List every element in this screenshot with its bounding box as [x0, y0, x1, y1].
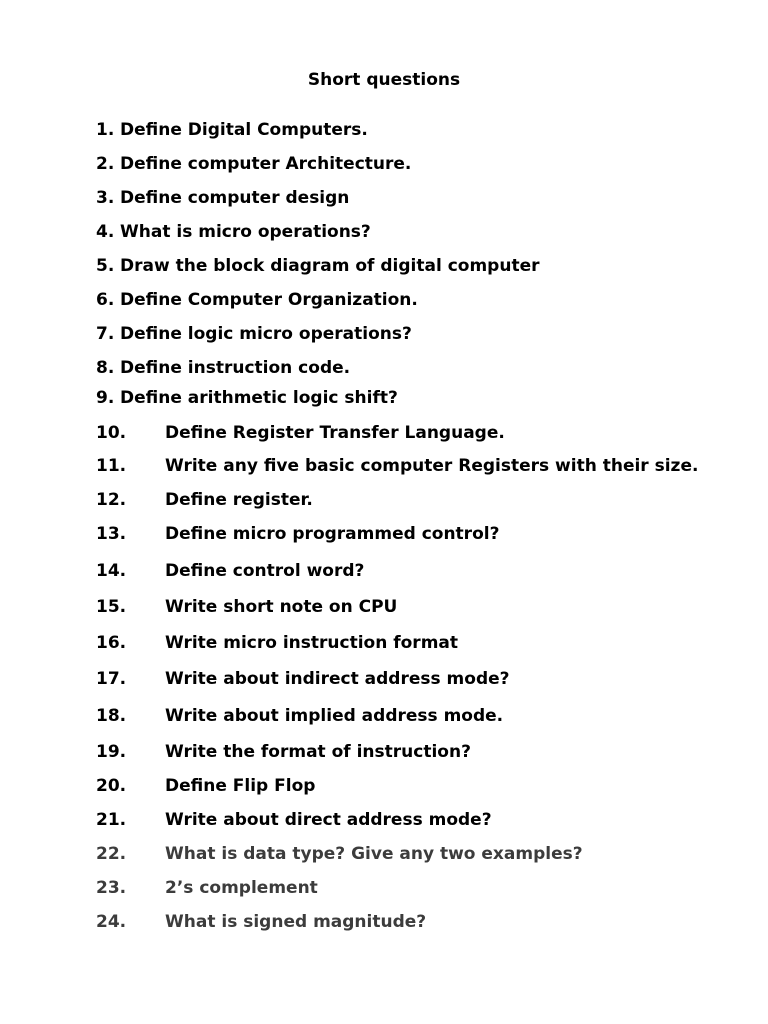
question-number: 4. [96, 222, 115, 242]
question-text: Write about direct address mode? [165, 810, 492, 830]
list-item [0, 631, 768, 655]
question-text: Define Register Transfer Language. [165, 423, 505, 443]
list-item [0, 704, 768, 728]
question-text: Write short note on CPU [165, 597, 398, 617]
question-text: Define Computer Organization. [120, 290, 418, 310]
question-text: Define micro programmed control? [165, 524, 500, 544]
list-item [0, 876, 768, 900]
question-text: Write the format of instruction? [165, 742, 471, 762]
list-item [0, 667, 768, 691]
question-number: 7. [96, 324, 115, 344]
question-number: 1. [96, 120, 115, 140]
question-number: 11. [96, 456, 127, 476]
question-text: 2’s complement [165, 878, 318, 898]
list-item [0, 522, 768, 546]
question-text: Write any five basic computer Registers with their size. [165, 456, 699, 476]
question-number: 5. [96, 256, 115, 276]
question-number: 2. [96, 154, 115, 174]
question-number: 14. [96, 561, 127, 581]
question-number: 19. [96, 742, 127, 762]
question-text: Define control word? [165, 561, 365, 581]
list-item [0, 288, 768, 312]
question-text: Define register. [165, 490, 313, 510]
question-text: Define computer design [120, 188, 350, 208]
question-number: 3. [96, 188, 115, 208]
question-number: 18. [96, 706, 127, 726]
question-number: 24. [96, 912, 127, 932]
question-text: What is data type? Give any two examples? [165, 844, 583, 864]
list-item [0, 842, 768, 866]
question-text: What is micro operations? [120, 222, 371, 242]
question-number: 6. [96, 290, 115, 310]
question-text: Define Digital Computers. [120, 120, 368, 140]
page-title: Short questions [307, 70, 461, 90]
question-number: 22. [96, 844, 127, 864]
question-text: What is signed magnitude? [165, 912, 427, 932]
question-text: Define arithmetic logic shift? [120, 388, 398, 408]
question-number: 9. [96, 388, 115, 408]
question-number: 15. [96, 597, 127, 617]
list-item [0, 356, 768, 380]
list-item [0, 488, 768, 512]
list-item [0, 740, 768, 764]
question-text: Define computer Architecture. [120, 154, 412, 174]
list-item [0, 454, 768, 478]
question-text: Define instruction code. [120, 358, 351, 378]
question-number: 13. [96, 524, 127, 544]
list-item [0, 118, 768, 142]
list-item [0, 386, 768, 410]
question-number: 23. [96, 878, 127, 898]
question-number: 17. [96, 669, 127, 689]
list-item [0, 254, 768, 278]
list-item [0, 808, 768, 832]
question-text: Write about implied address mode. [165, 706, 504, 726]
list-item [0, 220, 768, 244]
question-number: 12. [96, 490, 127, 510]
question-number: 21. [96, 810, 127, 830]
question-text: Draw the block diagram of digital computer [120, 256, 540, 276]
list-item [0, 774, 768, 798]
question-text: Write micro instruction format [165, 633, 459, 653]
question-number: 8. [96, 358, 115, 378]
list-item [0, 559, 768, 583]
question-number: 10. [96, 423, 127, 443]
question-text: Write about indirect address mode? [165, 669, 510, 689]
list-item [0, 910, 768, 934]
question-number: 20. [96, 776, 127, 796]
list-item [0, 186, 768, 210]
list-item [0, 421, 768, 445]
question-number: 16. [96, 633, 127, 653]
list-item [0, 152, 768, 176]
list-item [0, 595, 768, 619]
list-item [0, 322, 768, 346]
question-text: Define Flip Flop [165, 776, 316, 796]
question-text: Define logic micro operations? [120, 324, 412, 344]
